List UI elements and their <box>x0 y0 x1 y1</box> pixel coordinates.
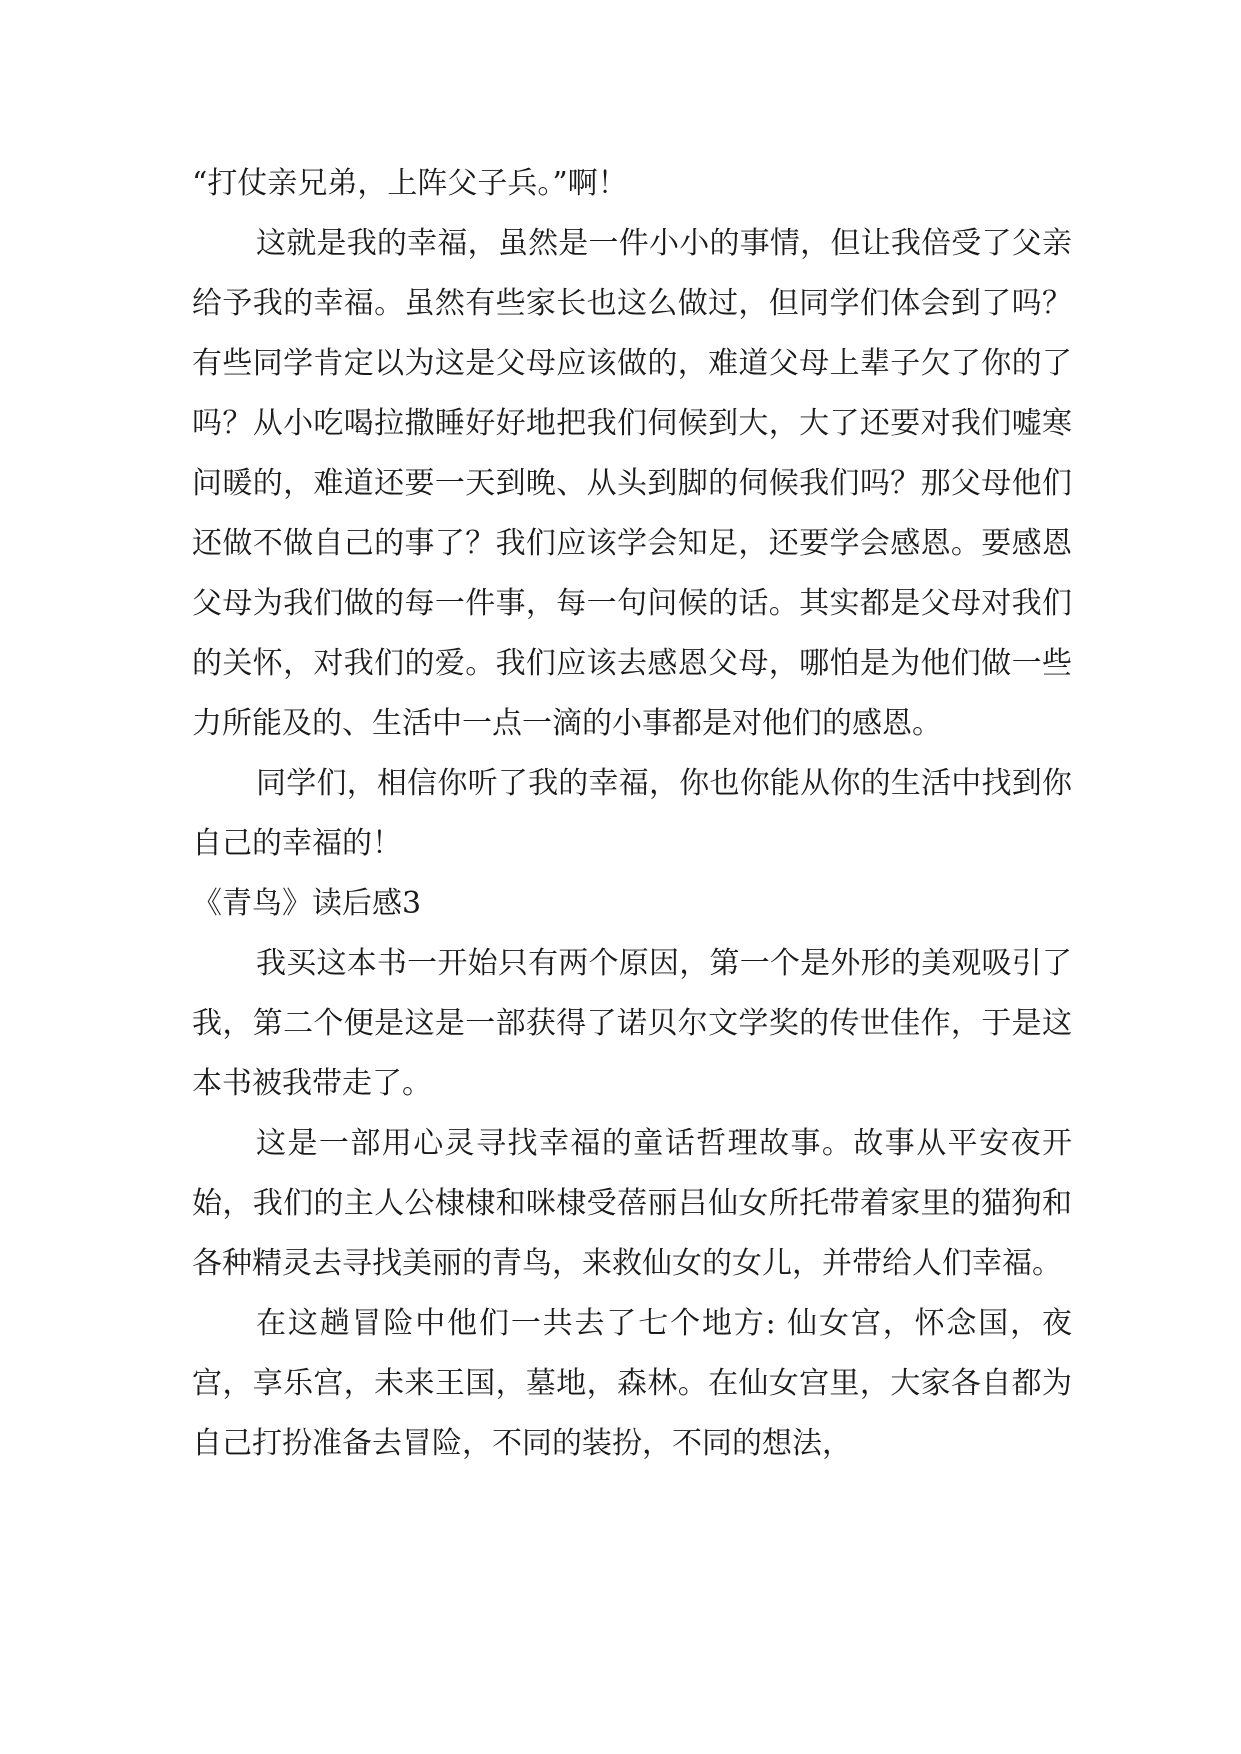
document-body <box>192 154 1072 1474</box>
paragraph-closing: 同学们，相信你听了我的幸福，你也你能从你的生活中找到你自己的幸福的！ <box>192 766 1072 861</box>
paragraph-happiness: 这就是我的幸福，虽然是一件小小的事情，但让我倍受了父亲给予我的幸福。虽然有些家长也这么做过，但同学们体会到了吗？有些同学肯定以为这是父母应该做的，难道父母上辈子欠了你的了吗？从小吃喝拉撒睡好好地把我们伺候到大，大了还要对我们嘘寒问暖的，难道还要一天到晚、从头到脚的伺候我们吗？那父母他们还做不做自己的事了？我们应该学会知足，还要学会感恩。要感恩父母为我们做的每一件事，每一句问候的话。其实都是父母对我们的关怀，对我们的爱。我们应该去感恩父母，哪怕是为他们做一些力所能及的、生活中一点一滴的小事都是对他们的感恩。 <box>192 226 1072 741</box>
paragraph-quote: “打仗亲兄弟，上阵父子兵。”啊！ <box>192 166 628 201</box>
paragraph-adventure: 在这趟冒险中他们一共去了七个地方: 仙女宫，怀念国，夜宫，享乐宫，未来王国，墓地，森林。在仙女宫里，大家各自都为自己打扮准备去冒险，不同的装扮，不同的想法， <box>192 1306 1072 1461</box>
paragraph-story-intro: 这是一部用心灵寻找幸福的童话哲理故事。故事从平安夜开始，我们的主人公棣棣和咪棣受蓓丽吕仙女所托带着家里的猫狗和各种精灵去寻找美丽的青鸟，来救仙女的女儿，并带给人们幸福。 <box>192 1126 1072 1281</box>
section-title: 《青鸟》读后感3 <box>192 886 422 921</box>
paragraph-book-reason: 我买这本书一开始只有两个原因，第一个是外形的美观吸引了我，第二个便是这是一部获得了诺贝尔文学奖的传世佳作，于是这本书被我带走了。 <box>192 946 1072 1101</box>
